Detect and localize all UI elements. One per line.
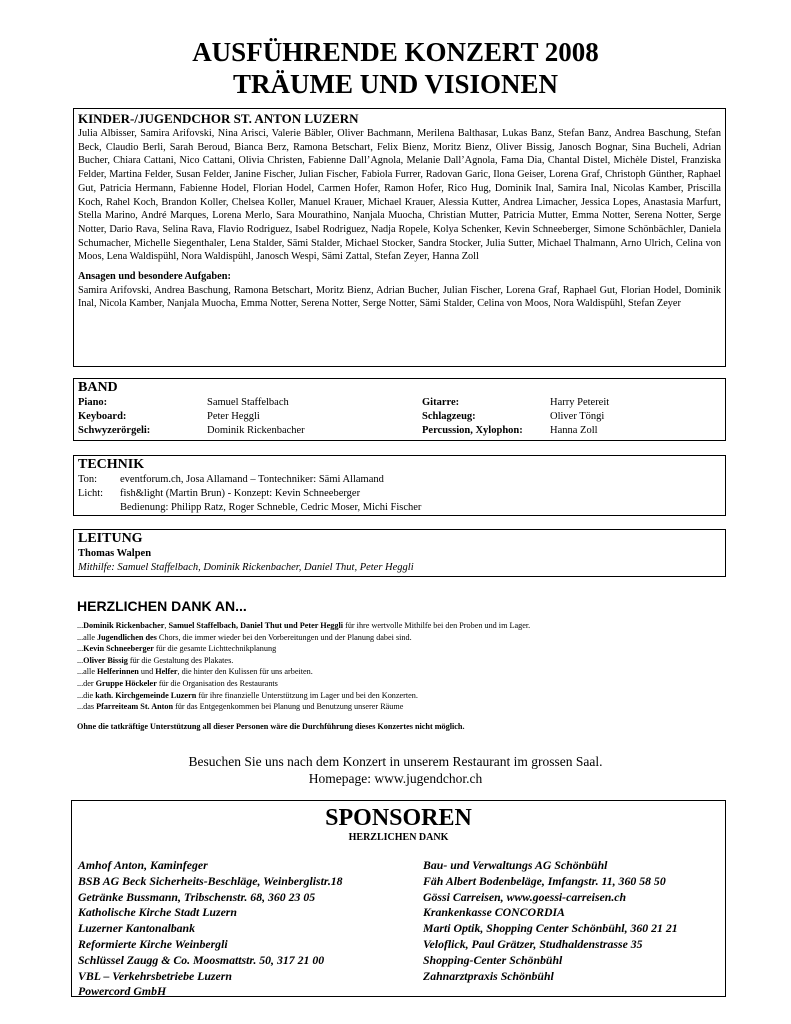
sponsor-item: Fäh Albert Bodenbeläge, Imfangstr. 11, 360 58 50 [423, 873, 666, 888]
thanks-heading: HERZLICHEN DANK AN... [77, 598, 247, 614]
thanks-text: ...das [77, 702, 97, 712]
band-label-text: Gitarre: [422, 397, 460, 408]
page-title [0, 36, 791, 100]
thanks-bold: Kevin Schneeberger [83, 644, 154, 654]
leitung-heading: LEITUNG [78, 531, 143, 546]
sponsor-item: Katholische Kirche Stadt Luzern [78, 905, 237, 920]
band-value: Peter Heggli [207, 411, 260, 422]
visit-info [0, 753, 791, 787]
band-heading: BAND [78, 380, 118, 395]
band-value: Oliver Töngi [550, 411, 605, 422]
sponsors-section [71, 800, 726, 997]
licht-value: fish&light (Martin Brun) - Konzept: Kevin Schneeberger [120, 488, 361, 499]
band-label [422, 396, 459, 410]
thanks-text: ... [77, 655, 84, 665]
technik-section [73, 455, 726, 516]
homepage-line: Homepage: www.jugendchor.ch [308, 771, 483, 786]
thanks-bold: Oliver Bissig [83, 655, 128, 665]
sponsor-item: Amhof Anton, Kaminfeger [78, 858, 208, 872]
sponsor-item: Shopping-Center Schönbühl [423, 952, 563, 967]
thanks-text: ... [77, 644, 84, 654]
thanks-text: ...alle [77, 667, 98, 677]
title-line-1: AUSFÜHRENDE KONZERT 2008 [192, 37, 599, 67]
title-line-2: TRÄUME UND VISIONEN [232, 69, 559, 99]
sponsor-item: Schlüssel Zaugg & Co. Moosmattstr. 50, 317 21 00 [78, 952, 325, 967]
thanks-text: für ihre wertvolle Mithilfe bei den Proben und im Lager. [343, 621, 531, 630]
sponsors-heading: SPONSOREN [325, 805, 472, 831]
band-label: Keyboard: [78, 411, 127, 422]
ton-label: Ton: [78, 474, 98, 485]
special-tasks-members: Samira Arifovski, Andrea Baschung, Ramona Betschart, Moritz Bienz, Adrian Bucher, Julian Fischer, Lorena Graf, Raphael Gut, Florian Hodel, Dominik Inal, Nicola Kamber, Nanjala Muocha, Emma Notter, Serena Notter, Serge Notter, Sämi Stalder, Celina von Moos, Nora Waldispühl, Stefan Zeyer [78, 284, 721, 310]
sponsor-item: BSB AG Beck Sicherheits-Beschläge, Weinberglistr.18 [78, 873, 343, 888]
band-label: Piano: [78, 397, 108, 408]
thanks-item [77, 620, 717, 632]
thanks-text: ...die [77, 690, 96, 700]
conductor-name: Thomas Walpen [78, 548, 152, 559]
band-value: Harry Petereit [550, 397, 610, 408]
sponsor-item: Powercord GmbH [78, 984, 167, 999]
sponsor-item: Reformierte Kirche Weinbergli [78, 936, 228, 951]
band-label-text: Schlagzeug: [422, 411, 476, 422]
assistants: Mithilfe: Samuel Staffelbach, Dominik Rickenbacher, Daniel Thut, Peter Heggli [78, 562, 414, 573]
band-label [422, 424, 523, 438]
thanks-bold: Helferinnen [97, 667, 139, 677]
band-section [73, 378, 726, 441]
thanks-bold: Gruppe Höckeler [95, 678, 157, 688]
thanks-text: für ihre finanzielle Unterstützung im Lager und bei den Konzerten. [196, 690, 418, 700]
thanks-text: Chors, die immer wieder bei den Vorbereitungen und der Planung dabei sind. [156, 632, 412, 642]
band-value: Hanna Zoll [550, 425, 598, 436]
band-label-text: Percussion, Xylophon: [422, 425, 523, 436]
band-row [78, 424, 150, 438]
thanks-bold: Jugendlichen des [97, 632, 157, 642]
choir-section [73, 108, 726, 367]
thanks-item [77, 690, 717, 702]
thanks-item [77, 678, 717, 690]
visit-line: Besuchen Sie uns nach dem Konzert in unserem Restaurant im grossen Saal. [188, 754, 603, 769]
band-value: Dominik Rickenbacher [207, 425, 305, 436]
sponsor-item: VBL – Verkehrsbetriebe Luzern [78, 968, 232, 983]
thanks-text: für das Entgegenkommen bei Planung und Benutzung unserer Räume [173, 702, 404, 712]
sponsors-subheading: HERZLICHEN DANK [348, 832, 449, 843]
sponsors-right-list [423, 858, 678, 984]
thanks-text: , [164, 621, 169, 630]
band-label: Schwyzerörgeli: [78, 425, 151, 436]
thanks-item [77, 632, 717, 644]
thanks-list [77, 620, 717, 713]
thanks-text: und [138, 667, 156, 677]
thanks-text: ... [77, 621, 84, 630]
thanks-item [77, 666, 717, 678]
thanks-text: für die Organisation des Restaurants [156, 678, 278, 688]
thanks-item [77, 643, 717, 655]
band-row [78, 396, 107, 410]
sponsor-item: Bau- und Verwaltungs AG Schönbühl [423, 858, 608, 872]
thanks-bold: Pfarreiteam St. Anton [96, 702, 174, 712]
sponsor-item: Gössi Carreisen, www.goessi-carreisen.ch [423, 889, 627, 904]
leitung-section [73, 529, 726, 577]
sponsor-item: Getränke Bussmann, Tribschenstr. 68, 360 23 05 [78, 889, 316, 904]
thanks-item [77, 655, 717, 667]
technik-heading: TECHNIK [78, 457, 145, 472]
thanks-item [77, 701, 717, 713]
choir-heading: KINDER-/JUGENDCHOR ST. ANTON LUZERN [78, 111, 359, 126]
sponsor-item: Zahnarztpraxis Schönbühl [423, 968, 554, 983]
bedienung-value: Bedienung: Philipp Ratz, Roger Schneble, Cedric Moser, Michi Fischer [120, 502, 422, 513]
thanks-note: Ohne die tatkräftige Unterstützung all dieser Personen wäre die Durchführung dieses Konzertes nicht möglich. [77, 722, 465, 731]
licht-label: Licht: [78, 488, 104, 499]
choir-members: Julia Albisser, Samira Arifovski, Nina Arisci, Valerie Bäbler, Oliver Bachmann, Merilena Balthasar, Lukas Banz, Stefan Banz, Andrea Baschung, Stefan Beck, Claudio Berli, Sarah Beroud, Bianca Berz, Ramona Betschart, Felix Bienz, Moritz Bienz, Oliver Bissig, Janosch Bognar, Sina Bucheli, Adrian Bucher, Chiara Cattani, Nico Cattani, Olivia Christen, Fabienne Dall’Agnola, Melanie Dall’Agnola, Fama Dia, Chantal Distel, Michèle Distel, Franziska Felder, Martina Felder, Susan Felder, Janine Fischer, Julian Fischer, Fabiola Furrer, Radovan Garic, Ilona Geiser, Lorena Graf, Christoph Günther, Raphael Gut, Patricia Hermann, Fabienne Hodel, Florian Hodel, Carmen Hofer, Ramon Hofer, Rico Hug, Dominik Inal, Samira Inal, Nicolas Kamber, Priscilla Koch, Rahel Koch, Brandon Koller, Chelsea Koller, Manuel Krauer, Michael Krauer, Alessia Kutter, Andrea Limacher, Jessica Lopes, Anastasia Marfurt, Stella Marino, André Marques, Lorena Merlo, Sara Mourathino, Nanjala Muocha, Christian Mutter, Patricia Mutter, Emma Notter, Serena Notter, Serge Notter, Dario Rava, Selina Rava, Flavio Rodriguez, Isabel Rodriguez, Nadja Ropele, Kolya Schenker, Kevin Schneeberger, Simone Schönbächler, Daniela Schumacher, Michelle Siegenthaler, Lena Stalder, Sämi Stalder, Michael Stocker, Sandra Stocker, Julia Sutter, Michael Thalmann, Arno Ulrich, Celina von Moos, Lena Waldispühl, Nora Waldispühl, Janosch Wespi, Sämi Zattal, Stefan Zeyer, Hanna Zoll [78, 128, 721, 263]
special-tasks-heading: Ansagen und besondere Aufgaben: [78, 271, 231, 283]
band-value: Samuel Staffelbach [207, 397, 289, 408]
thanks-text: ...der [77, 678, 96, 688]
thanks-bold: Samuel Staffelbach, Daniel Thut und Peter Heggli [168, 621, 344, 630]
sponsor-item: Veloflick, Paul Grätzer, Studhaldenstrasse 35 [423, 936, 643, 951]
thanks-text: , die hinter den Kulissen für uns arbeiten. [177, 667, 313, 677]
sponsor-item: Krankenkasse CONCORDIA [423, 905, 565, 920]
ton-value: eventforum.ch, Josa Allamand – Tontechniker: Sämi Allamand [120, 474, 384, 485]
thanks-bold: Dominik Rickenbacher [83, 621, 165, 630]
thanks-bold: Helfer [155, 667, 178, 677]
thanks-text: für die gesamte Lichttechnikplanung [153, 644, 277, 654]
band-row [78, 410, 126, 424]
sponsors-left-list [78, 858, 343, 1000]
thanks-text: für die Gestaltung des Plakates. [127, 655, 234, 665]
sponsor-item: Luzerner Kantonalbank [78, 921, 196, 936]
thanks-text: ...alle [77, 632, 98, 642]
band-label [422, 410, 476, 424]
sponsor-item: Marti Optik, Shopping Center Schönbühl, 360 21 21 [423, 921, 678, 936]
thanks-bold: kath. Kirchgemeinde Luzern [95, 690, 197, 700]
